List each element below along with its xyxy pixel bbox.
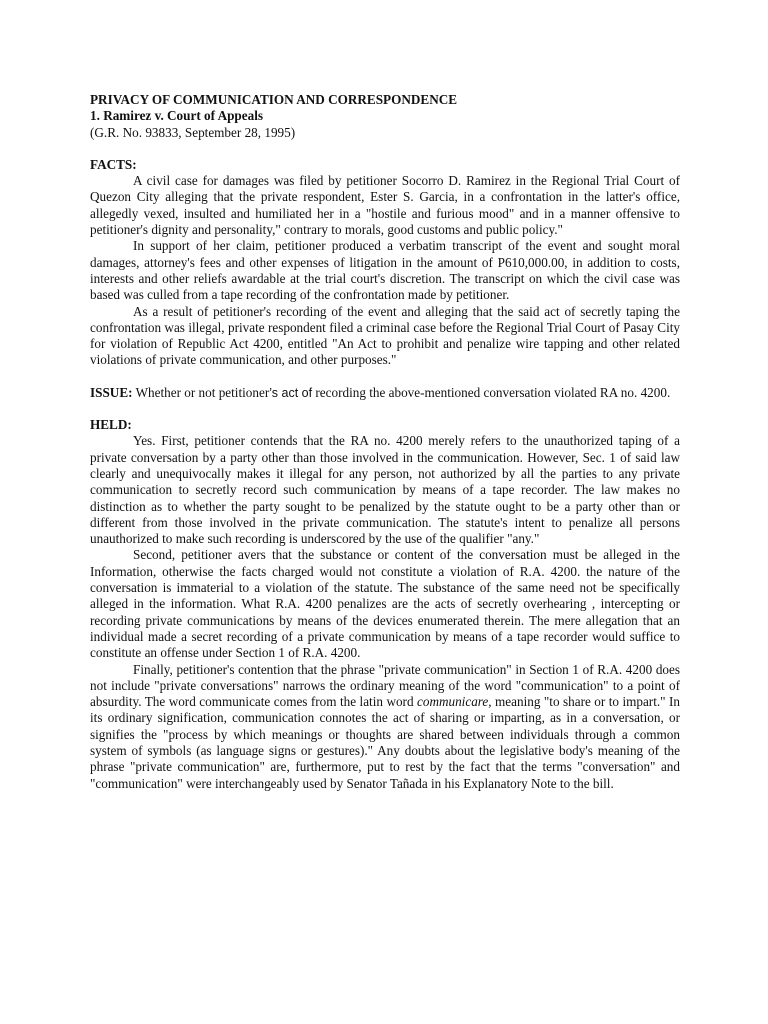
held-paragraph	[90, 662, 680, 792]
document-heading: PRIVACY OF COMMUNICATION AND CORRESPONDENCE	[90, 92, 458, 107]
held-text-part: Finally, petitioner's contention that the phrase "private communication" in Section 1 of R.A. 4200 does not include "private conversations" narrows the ordinary meaning of the word "communication" to a point of absurdity. The word communicate comes from the latin word	[90, 661, 680, 710]
issue-text-part: Whether or not petitioner	[132, 384, 270, 400]
facts-paragraph: As a result of petitioner's recording of the event and alleging that the said act of secretly taping the confrontation was illegal, private respondent filed a criminal case before the Regional Trial Court of Pasay City for violation of Republic Act 4200, entitled "An Act to prohibit and penalize wire tapping and other related violations of private communication, and other purposes."	[90, 303, 680, 368]
document-page	[90, 92, 680, 792]
held-label: HELD:	[90, 417, 132, 433]
spacer	[90, 401, 680, 417]
facts-paragraph: In support of her claim, petitioner produced a verbatim transcript of the event and sought moral damages, attorney's fees and other expenses of litigation in the amount of P610,000.00, in addition to costs, interests and other reliefs awardable at the trial court's discretion. The transcript on which the civil case was based was culled from a tape recording of the confrontation made by petitioner.	[90, 238, 680, 303]
held-text-part: , meaning "to share or to impart." In its ordinary signification, communication connotes the act of sharing or imparting, as in a conversation, or signifies the "process by which meanings or thoughts are shared between individuals through a common system of symbols (as language signs or gestures)." Any doubts about the legislative body's meaning of the phrase "private communication" are, furthermore, put to rest by the fact that the terms "conversation" and "communication" were interchangeably used by Senator Tañada in his Explanatory Note to the bill.	[90, 694, 680, 791]
held-paragraph: Yes. First, petitioner contends that the RA no. 4200 merely refers to the unauthorized taping of a private conversation by a party other than those involved in the communication. However, Sec. 1 of said law clearly and unequivocally makes it illegal for any person, not authorized by all the parties to any private communication to secretly record such communication by means of a tape recorder. The law makes no distinction as to whether the party sought to be penalized by the statute ought to be a party other than or different from those involved in the private communication. The statute's intent to penalize all persons unauthorized to make such recording is underscored by the use of the qualifier "any."	[90, 433, 680, 547]
issue-paragraph	[90, 385, 680, 401]
latin-term: communicare	[417, 694, 489, 710]
spacer	[90, 369, 680, 385]
facts-label: FACTS:	[90, 156, 137, 172]
issue-text-part: ’s act of	[269, 385, 313, 400]
issue-text-part: recording the above-mentioned conversation violated RA no. 4200.	[312, 384, 671, 400]
issue-label: ISSUE:	[90, 384, 133, 400]
held-paragraph: Second, petitioner avers that the substance or content of the conversation must be alleged in the Information, otherwise the facts charged would not constitute a violation of R.A. 4200. the nature of the conversation is immaterial to a violation of the statute. The substance of the same need not be specifically alleged in the information. What R.A. 4200 penalizes are the acts of secretly overhearing , intercepting or recording private communications by means of the devices enumerated therein. The mere allegation that an individual made a secret recording of a private communication by means of a tape recorder would suffice to constitute an offense under Section 1 of R.A. 4200.	[90, 547, 680, 661]
facts-paragraph: A civil case for damages was filed by petitioner Socorro D. Ramirez in the Regional Trial Court of Quezon City alleging that the private respondent, Ester S. Garcia, in a confrontation in the latter's office, allegedly vexed, insulted and humiliated her in a "hostile and furious mood" and in a manner offensive to petitioner's dignity and personality," contrary to morals, good customs and public policy."	[90, 173, 680, 238]
case-title: 1. Ramirez v. Court of Appeals	[90, 108, 264, 124]
spacer	[90, 141, 680, 157]
case-citation: (G.R. No. 93833, September 28, 1995)	[90, 124, 296, 140]
